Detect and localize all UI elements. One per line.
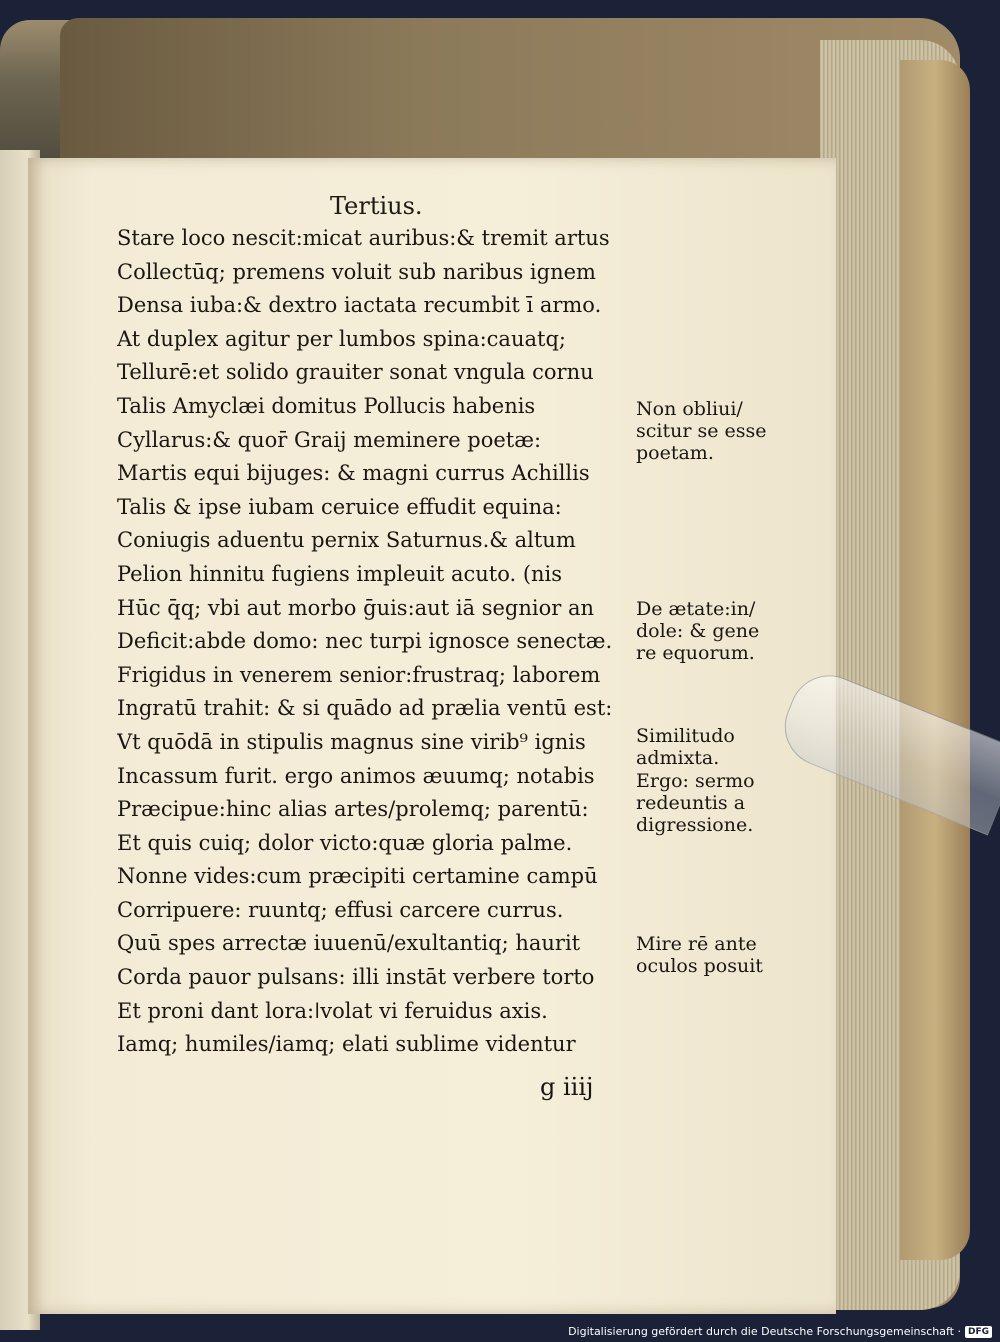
marginal-note-line: scitur se esse (636, 420, 767, 442)
signature-mark: g iiij (540, 1073, 594, 1101)
verse-line: Coniugis aduentu pernix Saturnus.& altum (117, 528, 576, 553)
verse-line: Nonne vides:cum præcipiti certamine campū (117, 864, 598, 889)
binding-edge (900, 60, 970, 1260)
verse-line: Et proni dant lora:ǀvolat vi feruidus axis. (117, 998, 548, 1023)
marginal-note-line: digressione. (636, 814, 754, 836)
verse-line: Incassum furit. ergo animos æuumq; notabis (117, 763, 595, 788)
verse-line: Vt quōdā in stipulis magnus sine virib⁹ ignis (117, 729, 586, 754)
verse-line: Ingratū trahit: & si quādo ad prælia ventū est: (117, 696, 613, 721)
verse-line: Deficit:abde domo: nec turpi ignosce senectæ. (117, 629, 613, 654)
dfg-logo: DFG (965, 1326, 992, 1338)
marginal-note-line: redeuntis a (636, 792, 746, 814)
verse-line: Hūc q̄q; vbi aut morbo ḡuis:aut iā segnior an (117, 595, 595, 620)
verse-text (117, 222, 637, 1062)
marginal-note (636, 398, 767, 464)
verse-line: Stare loco nescit:micat auribus:& tremit artus (117, 226, 610, 250)
verse-line: Præcipue:hinc alias artes/prolemq; parentū: (117, 797, 589, 822)
verse-line: Corripuere: ruuntq; effusi carcere currus. (117, 897, 564, 922)
marginal-note-line: poetam. (636, 442, 714, 464)
marginal-note-line: De ætate:in/ (636, 598, 756, 620)
verse-line: Et quis cuiq; dolor victo:quæ gloria palme. (117, 830, 573, 855)
marginal-note (636, 770, 755, 836)
marginal-note (636, 598, 759, 664)
running-head: Tertius. (330, 192, 423, 220)
verse-line: Pelion hinnitu fugiens impleuit acuto. (nis (117, 561, 563, 586)
verse-line: Talis & ipse iubam ceruice effudit equina: (117, 494, 562, 519)
verse-line: Iamq; humiles/iamq; elati sublime videntur (117, 1032, 576, 1057)
verse-line: Collectūq; premens voluit sub naribus ignem (117, 259, 596, 284)
verse-line: Tellurē:et solido grauiter sonat vngula cornu (117, 360, 594, 385)
marginal-note (636, 725, 735, 769)
marginal-note-line: re equorum. (636, 642, 755, 664)
marginal-note-line: Mire rē ante (636, 933, 757, 955)
marginal-note-line: dole: & gene (636, 620, 760, 642)
marginal-note-line: Ergo: sermo (636, 770, 755, 792)
credit-text: Digitalisierung gefördert durch die Deutsche Forschungsgemeinschaft · (568, 1325, 961, 1338)
verse-line: Densa iuba:& dextro iactata recumbit ī armo. (117, 293, 602, 318)
marginal-note-line: oculos posuit (636, 955, 763, 977)
digitization-credit (568, 1325, 992, 1338)
verse-line: Frigidus in venerem senior:frustraq; laborem (117, 662, 601, 687)
marginal-note-line: Non obliui/ (636, 398, 743, 420)
verse-line: At duplex agitur per lumbos spina:cauatq; (117, 326, 566, 351)
verse-line: Talis Amyclæi domitus Pollucis habenis (117, 393, 536, 418)
verse-line: Quū spes arrectæ iuuenū/exultantiq; haurit (117, 931, 581, 956)
verse-line: Corda pauor pulsans: illi instāt verbere torto (117, 965, 595, 990)
marginal-note-line: admixta. (636, 747, 720, 769)
marginal-note (636, 933, 763, 977)
verse-line: Martis equi bijuges: & magni currus Achillis (117, 461, 590, 486)
marginal-note-line: Similitudo (636, 725, 735, 747)
verse-line: Cyllarus:& quor̄ Graij meminere poetæ: (117, 427, 542, 452)
